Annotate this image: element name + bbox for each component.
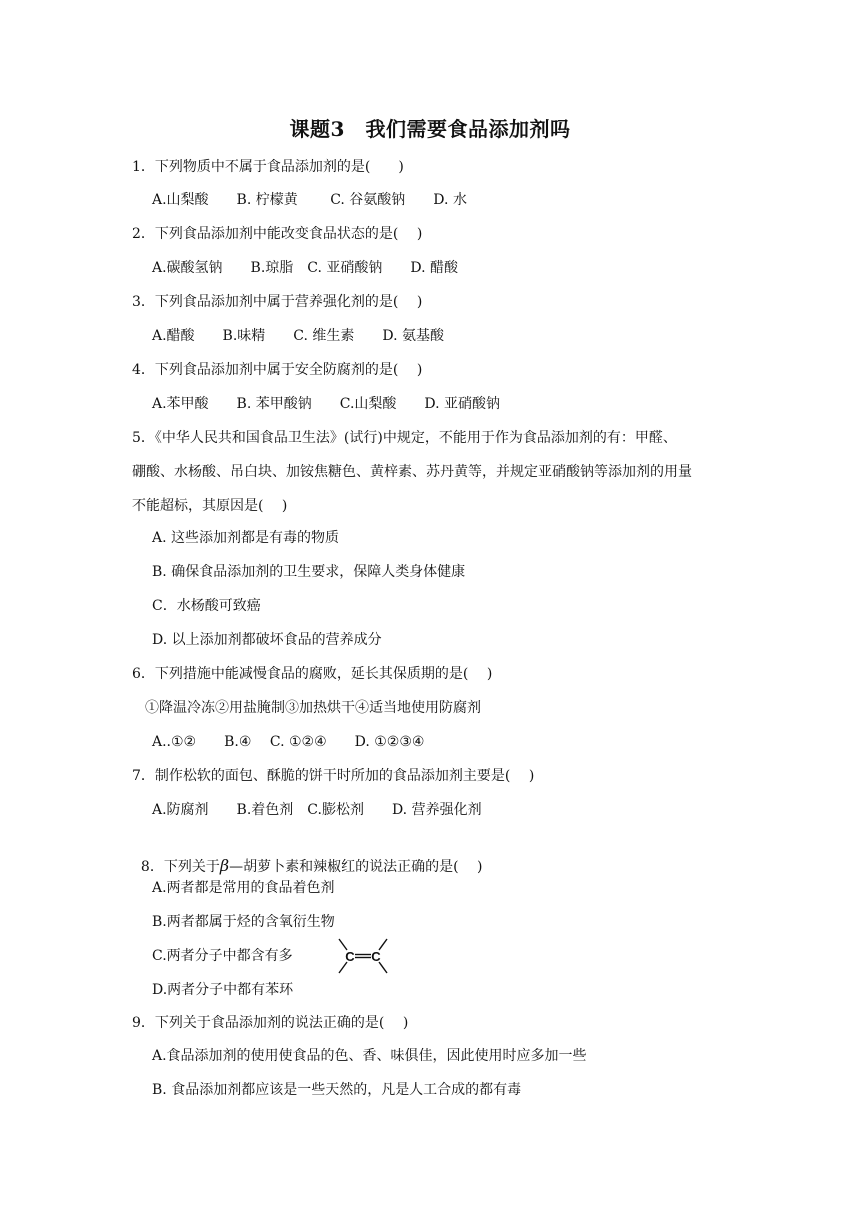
question-8-stem-post: —胡萝卜素和辣椒红的说法正确的是( ) <box>229 859 483 875</box>
question-3-stem: 3．下列食品添加剂中属于营养强化剂的是( ) <box>132 294 423 310</box>
question-9-option-a: A.食品添加剂的使用使食品的色、香、味俱佳，因此使用时应多加一些 <box>152 1048 587 1064</box>
question-3-options: A.醋酸 B.味精 C. 维生素 D. 氨基酸 <box>152 328 445 344</box>
question-9-option-b: B. 食品添加剂都应该是一些天然的，凡是人工合成的都有毒 <box>152 1082 522 1098</box>
question-8-option-b: B.两者都属于烃的含氧衍生物 <box>152 914 335 930</box>
question-2-options: A.碳酸氢钠 B.琼脂 C. 亚硝酸钠 D. 醋酸 <box>152 260 459 276</box>
carbon-double-bond-structure <box>336 936 390 976</box>
carbon-atom-right: C <box>371 949 381 964</box>
question-8-option-c: C.两者分子中都含有多 <box>152 948 293 964</box>
question-8-option-d: D.两者分子中都有苯环 <box>152 982 294 998</box>
question-9-stem: 9．下列关于食品添加剂的说法正确的是( ) <box>132 1015 409 1031</box>
question-7-options: A.防腐剂 B.着色剂 C.膨松剂 D. 营养强化剂 <box>152 802 482 818</box>
question-5-stem-line-1: 5．《中华人民共和国食品卫生法》(试行)中规定，不能用于作为食品添加剂的有：甲醛、 <box>132 430 677 446</box>
question-5-option-a: A. 这些添加剂都是有毒的物质 <box>152 530 340 546</box>
question-5-option-d: D. 以上添加剂都破坏食品的营养成分 <box>152 632 382 648</box>
question-6-stem: 6．下列措施中能减慢食品的腐败，延长其保质期的是( ) <box>132 666 493 682</box>
question-8-stem-pre: 8．下列关于 <box>140 859 220 875</box>
question-4-options: A.苯甲酸 B. 苯甲酸钠 C.山梨酸 D. 亚硝酸钠 <box>152 396 501 412</box>
question-6-options: A..①② B.④ C. ①②④ D. ①②③④ <box>152 734 425 750</box>
question-1-stem: 1．下列物质中不属于食品添加剂的是( ) <box>132 159 404 175</box>
question-7-stem: 7．制作松软的面包、酥脆的饼干时所加的食品添加剂主要是( ) <box>132 768 535 784</box>
question-2-stem: 2．下列食品添加剂中能改变食品状态的是( ) <box>132 226 423 242</box>
question-5-stem-line-2: 硼酸、水杨酸、吊白块、加铵焦糖色、黄梓素、苏丹黄等，并规定亚硝酸钠等添加剂的用量 <box>132 464 692 480</box>
question-5-option-c: C．水杨酸可致癌 <box>152 598 261 614</box>
carbon-atom-left: C <box>345 949 355 964</box>
question-5-stem-line-3: 不能超标，其原因是( ) <box>132 498 288 514</box>
question-8-stem <box>132 836 482 877</box>
question-1-options: A.山梨酸 B. 柠檬黄 C. 谷氨酸钠 D. 水 <box>152 192 467 208</box>
page-title: 课题3 我们需要食品添加剂吗 <box>289 117 571 141</box>
question-8-option-a: A.两者都是常用的食品着色剂 <box>152 880 335 896</box>
question-6-measures: ①降温冷冻②用盐腌制③加热烘干④适当地使用防腐剂 <box>145 700 481 716</box>
question-5-option-b: B. 确保食品添加剂的卫生要求，保障人类身体健康 <box>152 564 466 580</box>
question-4-stem: 4．下列食品添加剂中属于安全防腐剂的是( ) <box>132 362 423 378</box>
beta-symbol: β <box>219 856 230 875</box>
